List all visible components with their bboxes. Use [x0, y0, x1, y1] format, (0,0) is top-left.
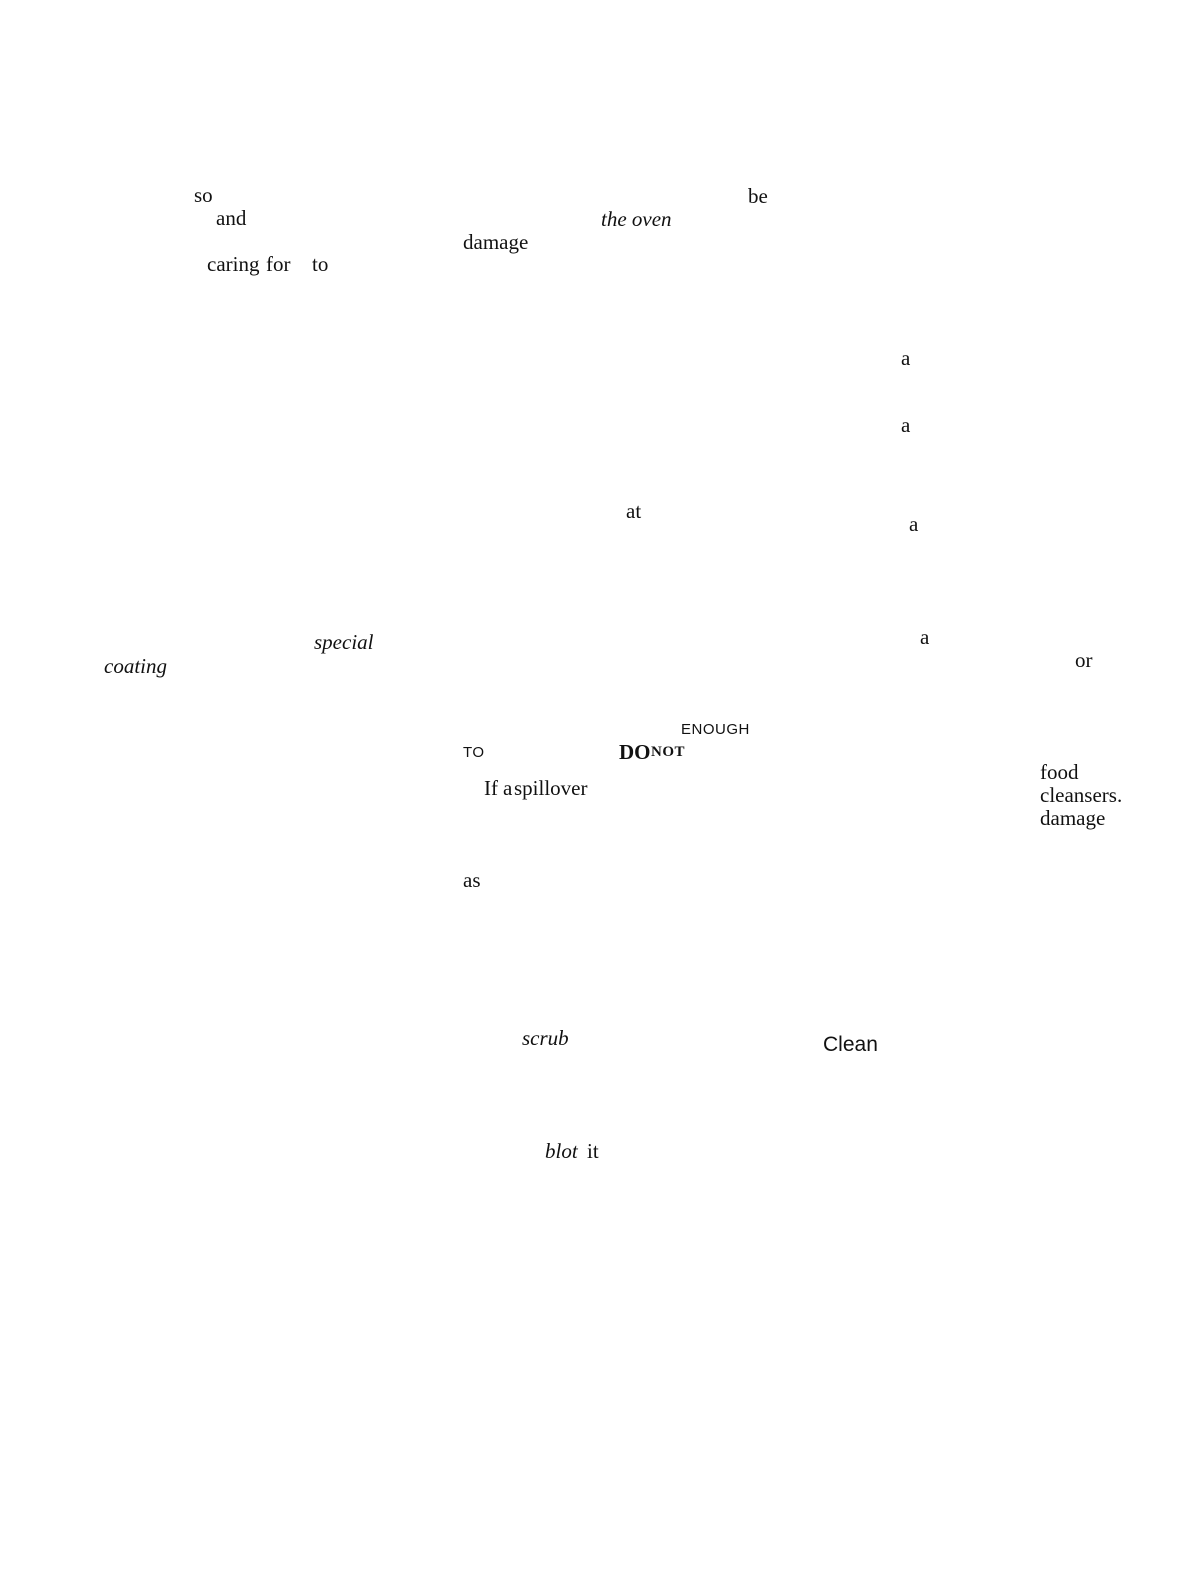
text-fragment-enough: ENOUGH	[681, 721, 750, 738]
text-fragment-as: as	[463, 868, 481, 892]
text-fragment-blot: blot	[545, 1139, 578, 1163]
text-fragment-food: food	[1040, 760, 1079, 784]
text-fragment-cleansers: cleansers.	[1040, 783, 1123, 807]
text-fragment-or: or	[1075, 648, 1093, 672]
text-fragment-to-caps: TO	[463, 744, 485, 761]
text-fragment-a-spill: a	[503, 776, 513, 800]
text-fragment-at: at	[626, 499, 642, 523]
text-fragment-so: so	[194, 183, 213, 207]
text-fragment-be: be	[748, 184, 768, 208]
text-fragment-damage-2: damage	[1040, 806, 1106, 830]
text-fragment-spillover: spillover	[514, 776, 588, 800]
text-fragment-not: NOT	[651, 744, 686, 760]
text-fragment-if: If	[484, 776, 498, 800]
text-fragment-damage: damage	[463, 230, 529, 254]
text-fragment-clean: Clean	[823, 1033, 878, 1056]
text-fragment-a-2: a	[901, 413, 911, 437]
text-fragment-scrub: scrub	[522, 1026, 569, 1050]
text-fragment-a-3: a	[909, 512, 919, 536]
text-fragment-do: DO	[619, 740, 651, 764]
text-fragment-coating: coating	[104, 654, 167, 678]
text-fragment-a-1: a	[901, 346, 911, 370]
text-fragment-the-oven: the oven	[601, 207, 672, 231]
text-fragment-for: for	[266, 252, 291, 276]
text-fragment-to: to	[312, 252, 329, 276]
text-fragment-special: special	[314, 630, 374, 654]
text-fragment-a-4: a	[920, 625, 930, 649]
text-fragment-it: it	[587, 1139, 599, 1163]
text-fragment-and: and	[216, 206, 247, 230]
text-fragment-caring: caring	[207, 252, 260, 276]
